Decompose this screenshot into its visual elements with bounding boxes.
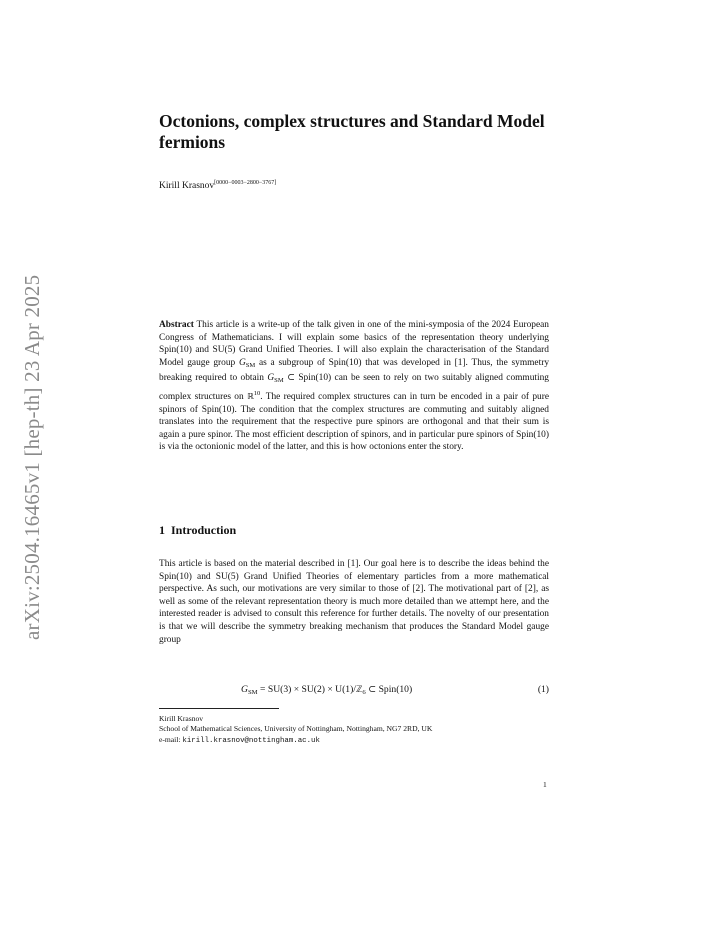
abstract-label: Abstract xyxy=(159,320,194,330)
abstract-text-2: as a subgroup of Spin(10) that was developed in [1]. Thus, the symmetry breaking required to obtain xyxy=(159,357,550,384)
math-g: G xyxy=(238,357,246,368)
math-reals: ℝ xyxy=(246,390,254,401)
intro-paragraph: This article is based on the material described in [1]. Our goal here is to describe the ideas behind the Spin(10) and SU(5) Grand Unified Theories of elementary particles from a more mathematical perspective. As such, our motivations are very similar to those of [2]. The motivational part of [2], as well as some of the relevant representation theory is much more detailed than we attempt here, and the interested reader is advised to consult this reference for further details. The novelty of our presentation is that we will describe the symmetry breaking mechanism that produces the Standard Model gauge group xyxy=(159,559,549,645)
author-footnote xyxy=(159,714,559,746)
section-heading xyxy=(159,523,236,538)
math-superscript-10: 10 xyxy=(253,389,261,397)
section-number: 1 xyxy=(159,523,165,537)
section-title: Introduction xyxy=(171,523,237,537)
abstract xyxy=(159,319,549,454)
abstract-text-1: This article is a write-up of the talk given in one of the mini-symposia of the 2024 European Congress of Mathematicians. I will explain some basics of the representation theory underlying Spin(10) and SU(5) Grand Unified Theories. I will also explain the characterisation of the Standard Model gauge group xyxy=(159,320,549,368)
math-sm-subscript: SM xyxy=(274,377,284,385)
paper-title: Octonions, complex structures and Standard Model fermions xyxy=(159,111,545,152)
author-name: Kirill Krasnov xyxy=(159,181,215,191)
math-integers: ℤ xyxy=(355,685,363,695)
email-address[interactable]: kirill.krasnov@nottingham.ac.uk xyxy=(182,736,320,745)
equation-rhs: = SU(3) × SU(2) × U(1)/ xyxy=(257,684,356,695)
footnote-divider xyxy=(159,708,279,709)
equation-tail: ⊂ Spin(10) xyxy=(365,684,413,695)
math-subscript-6: 6 xyxy=(362,689,366,696)
footnote-affiliation: School of Mathematical Sciences, University of Nottingham, Nottingham, NG7 2RD, UK xyxy=(159,724,433,734)
math-g: G xyxy=(267,373,275,384)
author-line xyxy=(159,180,276,191)
email-label: e-mail: xyxy=(159,734,183,744)
orcid-identifier[interactable]: [0000−0003−2800−3767] xyxy=(214,180,277,186)
math-sm-subscript: SM xyxy=(247,689,258,696)
equation-number: (1) xyxy=(537,684,549,695)
equation-body xyxy=(241,684,412,696)
footnote-email-line xyxy=(159,735,559,746)
arxiv-identifier-stamp[interactable]: arXiv:2504.16465v1 [hep-th] 23 Apr 2025 xyxy=(20,274,44,640)
math-sm-subscript: SM xyxy=(245,361,256,369)
page-number: 1 xyxy=(543,780,547,789)
abstract-text-3: ⊂ Spin(10) can be seen to rely on two suitably aligned commuting complex structures on xyxy=(159,373,549,402)
footnote-author: Kirill Krasnov xyxy=(159,714,204,723)
abstract-text-4: . The required complex structures can in turn be encoded in a pair of pure spinors of Spin(10). The condition that the complex structures are commuting and suitably aligned translates into the requirement that the respective pure spinors are orthogonal and that their sum is again a pure spinor. The most efficient description of spinors, and in particular pure spinors of Spin(10) is via the octonionic model of the latter, and this is how octonions enter the story. xyxy=(159,391,549,453)
math-g: G xyxy=(241,684,248,695)
